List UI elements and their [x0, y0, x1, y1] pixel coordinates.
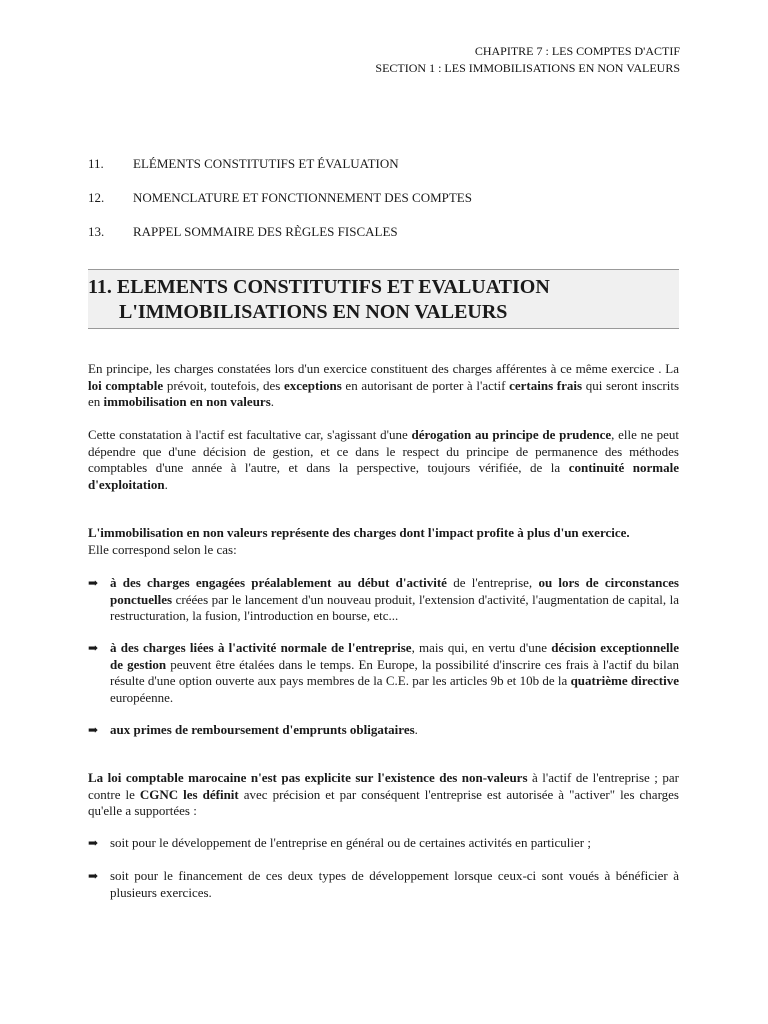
toc-number: 13. [88, 224, 105, 239]
text: . [414, 722, 418, 737]
arrow-right-icon: ➡ [88, 576, 99, 590]
text: de l'entreprise, [446, 575, 539, 590]
bold-text: exceptions [283, 377, 342, 393]
text: Cette constatation à l'actif est facultative car, s'agissant d'une [88, 427, 412, 442]
chapter-title: CHAPITRE 7 : LES COMPTES D'ACTIF [474, 44, 680, 58]
paragraph-prudence [88, 427, 679, 493]
bold-text: continuité normale d'exploitation [88, 460, 679, 492]
paragraph-cgnc [88, 770, 679, 820]
toc-title: NOMENCLATURE ET FONCTIONNEMENT DES COMPTES [133, 190, 472, 205]
toc-item[interactable] [88, 189, 688, 223]
arrow-right-icon: ➡ [88, 641, 99, 655]
toc-number: 11. [88, 156, 104, 171]
bold-text: décision exceptionnelle de gestion [110, 640, 679, 672]
section-heading-line1: 11. ELEMENTS CONSTITUTIFS ET EVALUATION [88, 276, 550, 298]
bold-text: quatrième directive [570, 673, 680, 688]
section-heading-line2: L'IMMOBILISATIONS EN NON VALEURS [119, 301, 508, 323]
text: , elle ne peut dépendre que d'une décision de gestion, et ce dans le respect du principe de permanence des méthodes comptables d'une année à l'autre, et dans la perspective, toujours vérifiée, de la [88, 427, 679, 475]
section-title: SECTION 1 : LES IMMOBILISATIONS EN NON VALEURS [375, 61, 680, 75]
list-item [88, 640, 679, 706]
text: En principe, les charges constatées lors d'un exercice constituent des charges afférentes à ce même exercice . La [88, 361, 679, 376]
text: . [270, 394, 274, 409]
paragraph-definition [88, 525, 679, 558]
text: en autorisant de porter à l'actif [341, 377, 510, 393]
bold-text: L'immobilisation en non valeurs représente des charges dont l'impact profite à plus d'un exercice. [88, 525, 630, 540]
bold-text: certains frais [509, 377, 583, 393]
bold-text: à des charges liées à l'activité normale de l'entreprise [110, 640, 412, 655]
text: peuvent être étalées dans le temps. En Europe, la possibilité d'inscrire ces frais à l'actif du bilan résulte d'une option ouverte aux pays membres de la C.E. par les articles 9b et 10b de la [110, 656, 680, 688]
list-item [88, 835, 679, 852]
list-item [88, 575, 679, 625]
text: . [164, 476, 168, 492]
arrow-right-icon: ➡ [88, 869, 99, 883]
bold-text: loi comptable [88, 377, 164, 393]
text: à l'actif de l'entreprise ; par contre le [88, 770, 679, 802]
text: qui seront inscrits en [88, 377, 680, 409]
bold-text: La loi comptable marocaine n'est pas explicite sur l'existence des non-valeurs [88, 770, 528, 785]
arrow-right-icon: ➡ [88, 723, 99, 737]
text: soit pour le développement de l'entreprise en général ou de certaines activités en particulier ; [110, 835, 591, 850]
bold-text: aux primes de remboursement d'emprunts obligataires [110, 722, 415, 737]
bold-text: dérogation au principe de prudence [411, 427, 612, 442]
text: Elle correspond selon le cas: [88, 541, 237, 557]
text: avec précision et par conséquent l'entreprise est autorisée à "activer" les charges qu'elle a supportées : [88, 786, 679, 818]
bold-text: à des charges engagées préalablement au début d'activité [110, 575, 447, 590]
toc-title: ELÉMENTS CONSTITUTIFS ET ÉVALUATION [133, 156, 399, 171]
text: européenne. [110, 689, 174, 705]
toc-item[interactable] [88, 223, 688, 257]
text: créées par le lancement d'un nouveau produit, l'extension d'activité, l'augmentation de capital, la restructuration, la fusion, l'introduction en bourse, etc... [110, 591, 679, 623]
section-heading [88, 269, 679, 329]
text: soit pour le financement de ces deux types de développement lorsque ceux-ci sont voués à bénéficier à plusieurs exercices. [110, 868, 679, 900]
bold-text: ou lors de circonstances ponctuelles [110, 575, 679, 607]
paragraph-intro [88, 361, 679, 411]
bold-text: immobilisation en non valeurs [103, 394, 271, 409]
bold-text: CGNC les définit [139, 786, 239, 802]
text: prévoit, toutefois, des [163, 377, 284, 393]
toc-number: 12. [88, 190, 105, 205]
list-item [88, 722, 679, 739]
toc-title: RAPPEL SOMMAIRE DES RÈGLES FISCALES [133, 224, 398, 239]
table-of-contents [88, 155, 688, 257]
list-item [88, 868, 679, 901]
page-header [375, 43, 680, 77]
arrow-right-icon: ➡ [88, 836, 99, 850]
text: , mais qui, en vertu d'une [411, 640, 552, 655]
toc-item[interactable] [88, 155, 688, 189]
